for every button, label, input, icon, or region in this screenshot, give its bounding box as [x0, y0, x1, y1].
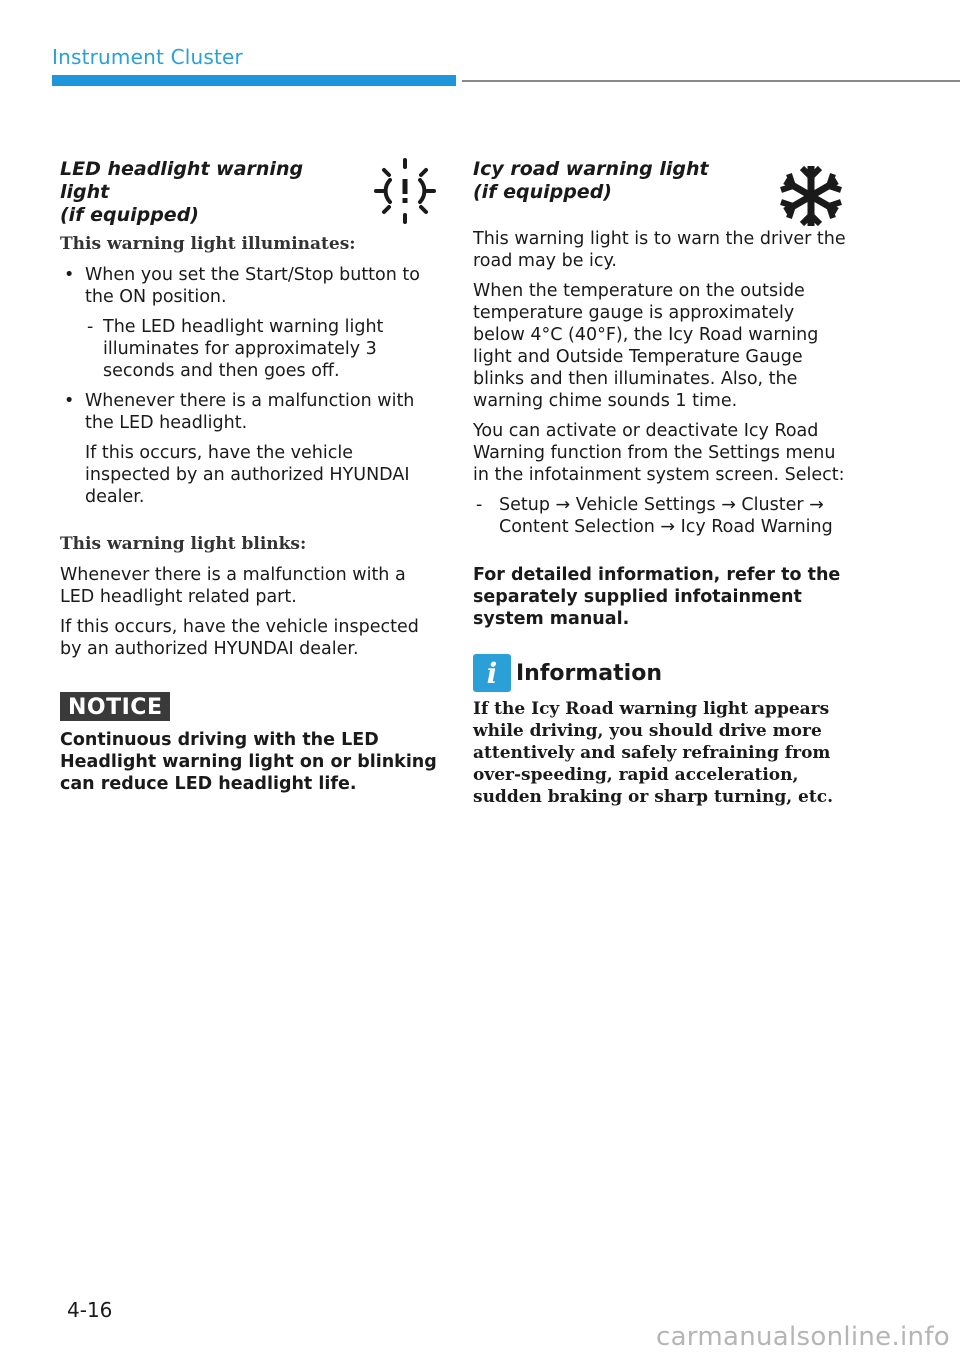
- icy-paragraph-3: You can activate or deactivate Icy Road Warning function from the Settings menu in the infotainment system screen. Select:: [473, 421, 845, 485]
- settings-path: - Setup → Vehicle Settings → Cluster → Content Selection → Icy Road Warning: [473, 494, 851, 538]
- illuminates-subheading: This warning light illuminates:: [60, 234, 356, 254]
- heading-line-1: Icy road warning light: [473, 158, 709, 180]
- information-title: Information: [516, 660, 662, 686]
- heading-line-2: (if equipped): [60, 204, 199, 226]
- right-column: [473, 158, 851, 808]
- notice-text: Continuous driving with the LED Headlight warning light on or blinking can reduce LED headlight life.: [60, 730, 437, 794]
- list-item: • Whenever there is a malfunction with the LED headlight. If this occurs, have the vehicle inspected by an authorized HYUNDAI dealer.: [60, 390, 438, 508]
- page-number: 4-16: [67, 1298, 113, 1322]
- left-column: [60, 158, 438, 795]
- information-text: If the Icy Road warning light appears while driving, you should drive more attentively and safely refraining from over-speeding, rapid acceleration, sudden braking or sharp turning, etc.: [473, 699, 833, 807]
- dash-item: - The LED headlight warning light illuminates for approximately 3 seconds and then goes off.: [60, 316, 438, 382]
- blink-paragraph-1: Whenever there is a malfunction with a LED headlight related part.: [60, 565, 406, 607]
- list-item: • When you set the Start/Stop button to the ON position. - The LED headlight warning light illuminates for approximately 3 seconds and then goes off.: [60, 264, 438, 382]
- illuminate-conditions-list: [60, 264, 438, 508]
- information-heading: [473, 654, 851, 692]
- bullet-note: If this occurs, have the vehicle inspected by an authorized HYUNDAI dealer.: [85, 443, 410, 507]
- watermark: carmanualsonline.info: [655, 1322, 950, 1352]
- icy-paragraph-2: When the temperature on the outside temperature gauge is approximately below 4°C (40°F), the Icy Road warning light and Outside Temperature Gauge blinks and then illuminates. Also, the warning chime sounds 1 time.: [473, 281, 819, 411]
- led-headlight-heading: [60, 158, 438, 228]
- heading-line-2: (if equipped): [473, 181, 612, 203]
- heading-line-1: LED headlight warning light: [60, 158, 304, 203]
- info-icon: i: [473, 654, 511, 692]
- manual-reference: For detailed information, refer to the separately supplied infotainment system manual.: [473, 565, 841, 629]
- blinks-subheading: This warning light blinks:: [60, 534, 307, 554]
- header-rule-accent: [52, 75, 456, 86]
- section-title: Instrument Cluster: [52, 45, 243, 69]
- snowflake-icon: [777, 162, 845, 230]
- header-rule-gray: [462, 80, 960, 82]
- led-headlight-warning-icon: [374, 158, 436, 224]
- notice-badge: NOTICE: [60, 692, 170, 721]
- blink-paragraph-2: If this occurs, have the vehicle inspected by an authorized HYUNDAI dealer.: [60, 617, 419, 659]
- icy-paragraph-1: This warning light is to warn the driver the road may be icy.: [473, 229, 846, 271]
- icy-road-heading: [473, 158, 851, 228]
